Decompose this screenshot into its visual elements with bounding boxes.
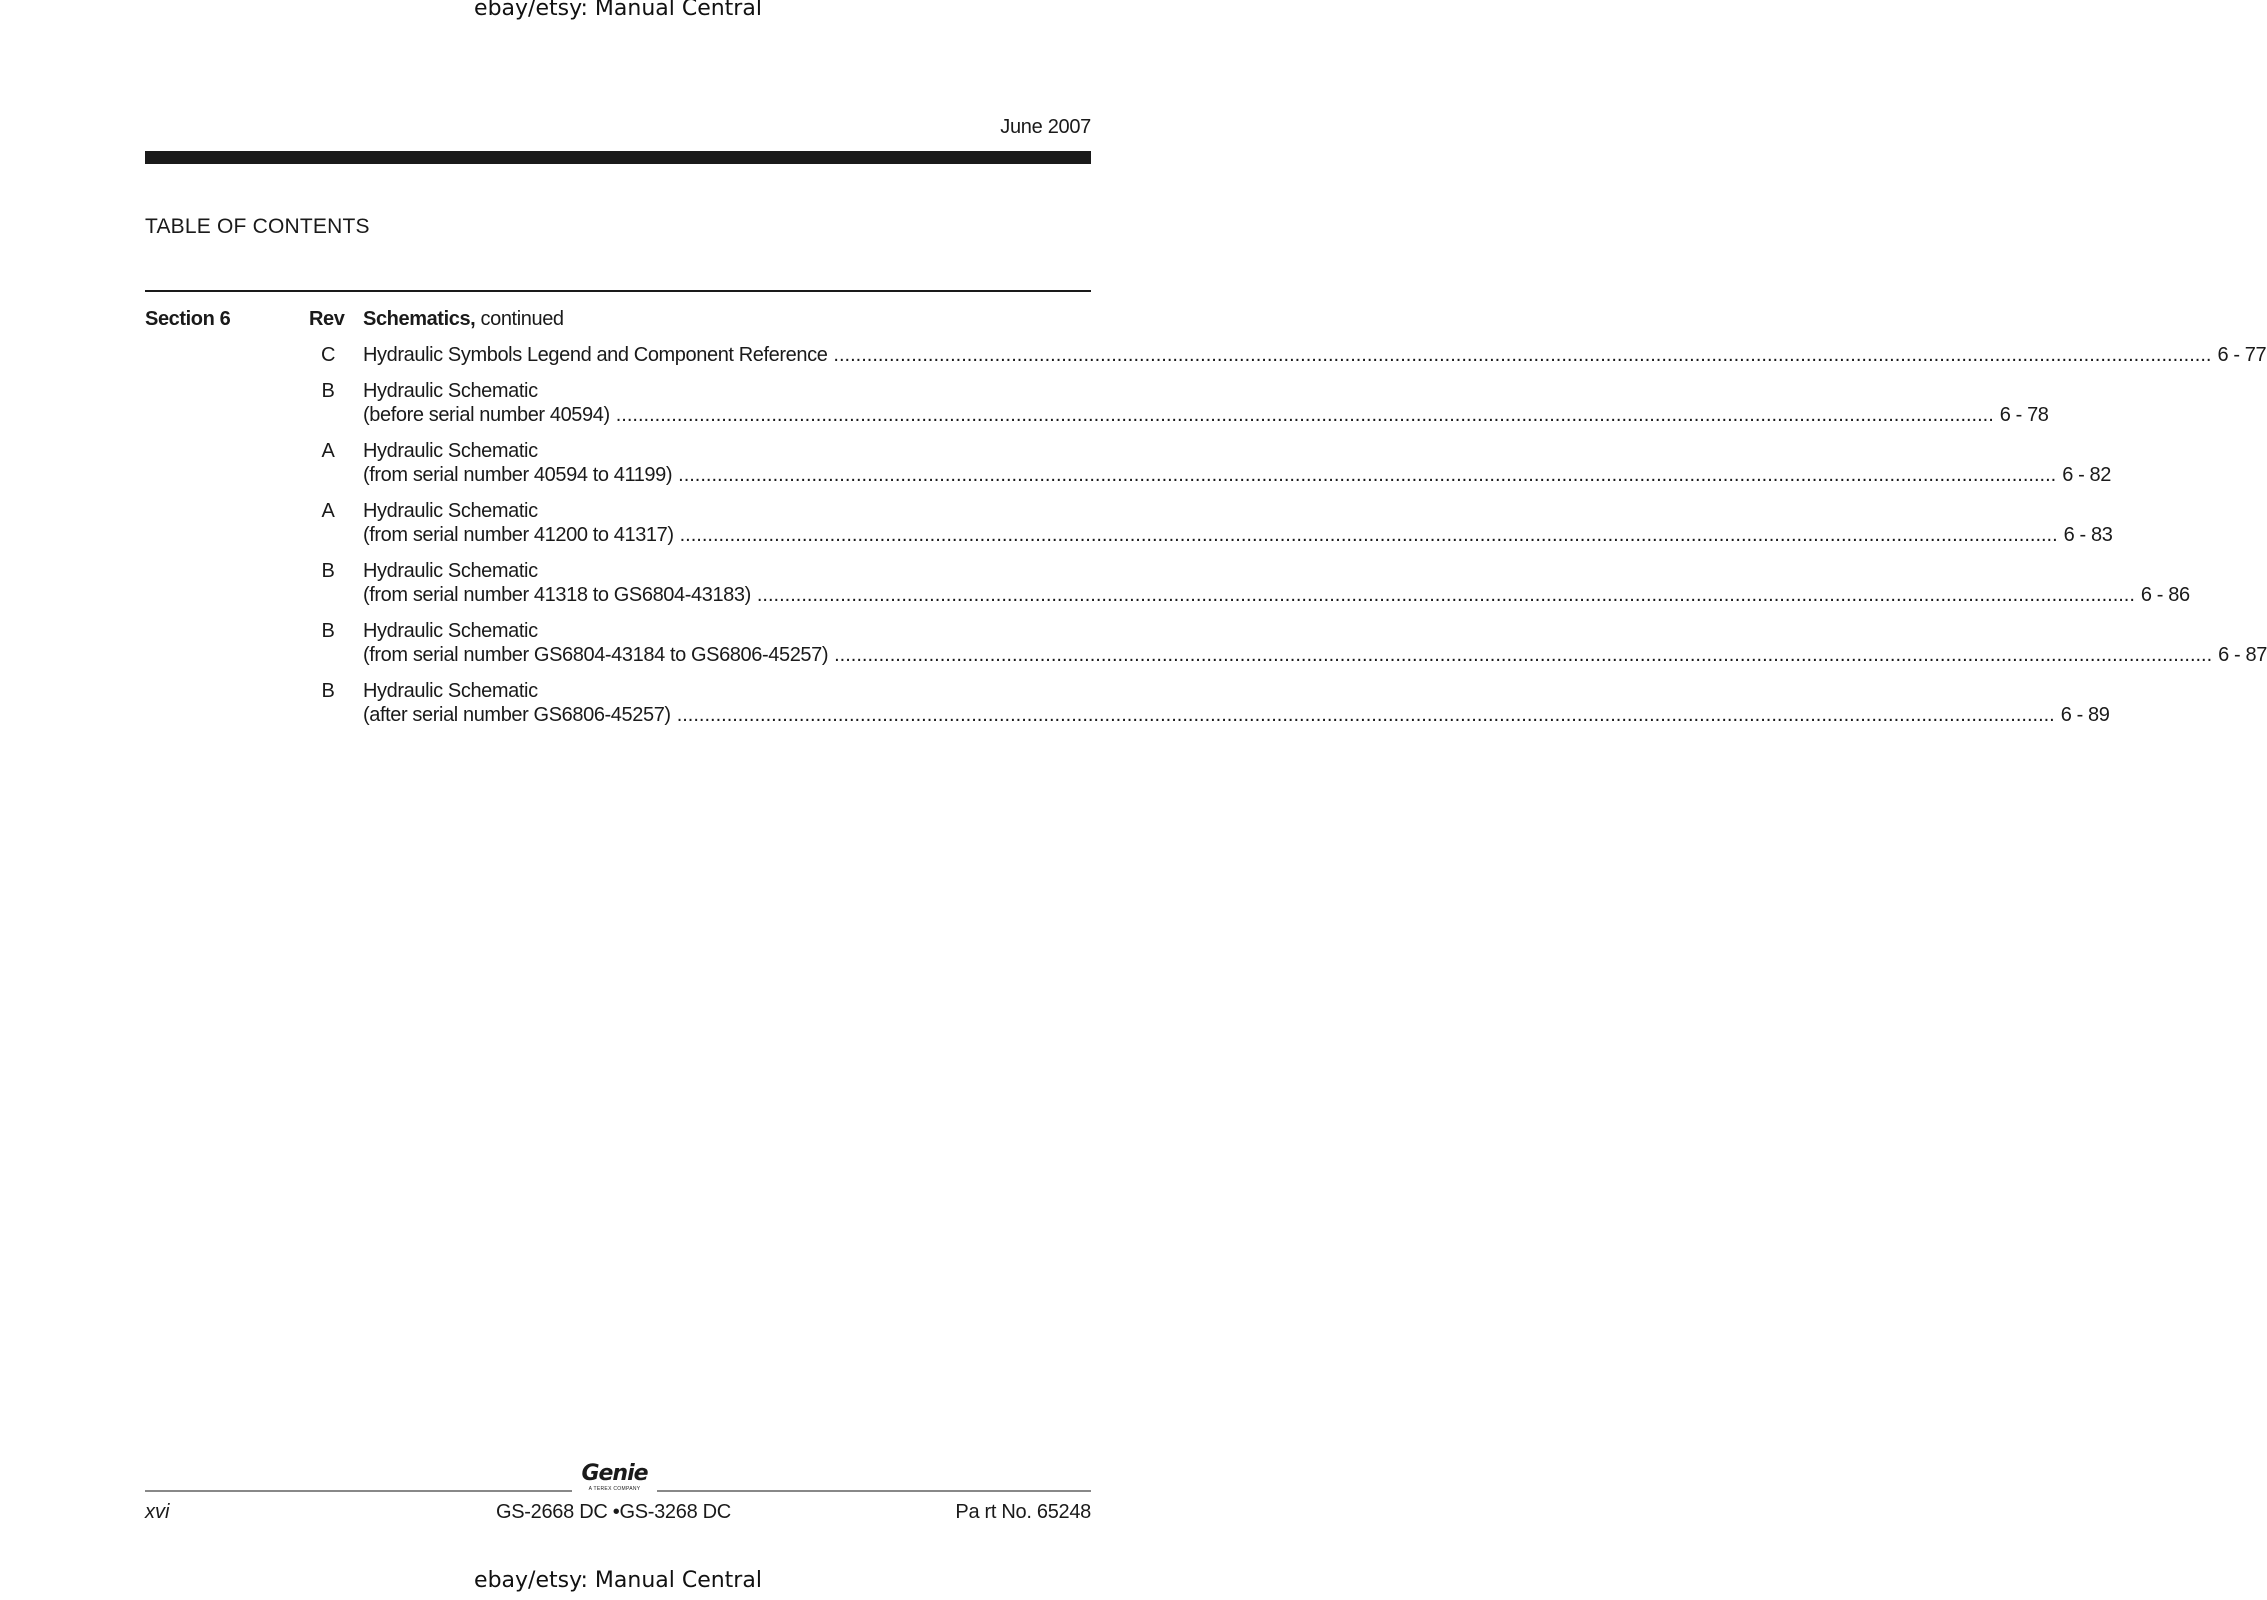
entry-title: Hydraulic Symbols Legend and Component Reference (363, 344, 828, 366)
entry-page: 6 - 77 (2217, 344, 2267, 366)
entry-page: 6 - 86 (2140, 584, 2190, 606)
dot-leader (757, 583, 2135, 607)
entry-title: Hydraulic Schematic (363, 380, 538, 402)
entry-rev: C (320, 344, 336, 366)
genie-logo (572, 1462, 657, 1492)
footer-rule-left (145, 1490, 572, 1492)
entry-title: Hydraulic Schematic (363, 500, 538, 522)
dot-leader (616, 403, 1994, 427)
toc-entry[interactable] (309, 559, 2190, 607)
entry-title: Hydraulic Schematic (363, 620, 538, 642)
entry-subtitle: (from serial number 40594 to 41199) (363, 464, 673, 486)
section-label: Section 6 (145, 308, 231, 330)
entry-subtitle: (from serial number 41200 to 41317) (363, 524, 674, 546)
footer-rule-right (657, 1490, 1091, 1492)
watermark-bottom: ebay/etsy: Manual Central (474, 1568, 762, 1593)
toc-entry[interactable] (309, 679, 2110, 727)
toc-entry[interactable] (309, 343, 2267, 367)
dot-leader (680, 523, 2058, 547)
section-divider (145, 290, 1091, 292)
toc-entry[interactable] (309, 379, 2049, 427)
page-number: xvi (145, 1501, 170, 1523)
entry-page: 6 - 89 (2060, 704, 2110, 726)
entry-title: Hydraulic Schematic (363, 560, 538, 582)
toc-entry[interactable] (309, 499, 2113, 547)
toc-entries (309, 343, 2267, 739)
section-title-bold: Schematics, (363, 308, 476, 330)
entry-rev: A (321, 440, 335, 462)
page-date: June 2007 (1000, 116, 1091, 138)
toc-entry[interactable] (309, 439, 2111, 487)
section-title (363, 308, 564, 331)
dot-leader (678, 463, 2056, 487)
toc-entry[interactable] (309, 619, 2267, 667)
entry-subtitle: (from serial number 41318 to GS6804-43183) (363, 584, 751, 606)
entry-page: 6 - 78 (1999, 404, 2049, 426)
rev-column-header: Rev (309, 308, 345, 330)
dot-leader (677, 703, 2055, 727)
entry-page: 6 - 83 (2063, 524, 2113, 546)
entry-rev: A (321, 500, 335, 522)
entry-subtitle: (from serial number GS6804-43184 to GS6806-45257) (363, 644, 829, 666)
part-number: Pa rt No. 65248 (955, 1501, 1091, 1523)
entry-subtitle: (after serial number GS6806-45257) (363, 704, 671, 726)
entry-rev: B (321, 560, 335, 582)
entry-subtitle: (before serial number 40594) (363, 404, 610, 426)
section-title-suffix: continued (475, 308, 564, 330)
entry-rev: B (321, 620, 335, 642)
logo-wordmark: Genie (581, 1461, 648, 1486)
entry-rev: B (321, 380, 335, 402)
entry-rev: B (321, 680, 335, 702)
dot-leader (833, 343, 2211, 367)
entry-page: 6 - 82 (2062, 464, 2111, 486)
model-name: GS-2668 DC •GS-3268 DC (496, 1501, 731, 1523)
header-rule (145, 151, 1091, 164)
logo-tagline: A TEREX COMPANY (588, 1486, 641, 1492)
page-title: TABLE OF CONTENTS (145, 215, 370, 238)
watermark-top: ebay/etsy: Manual Central (474, 0, 762, 21)
dot-leader (834, 643, 2212, 667)
entry-title: Hydraulic Schematic (363, 680, 538, 702)
entry-page: 6 - 87 (2218, 644, 2267, 666)
entry-title: Hydraulic Schematic (363, 440, 538, 462)
